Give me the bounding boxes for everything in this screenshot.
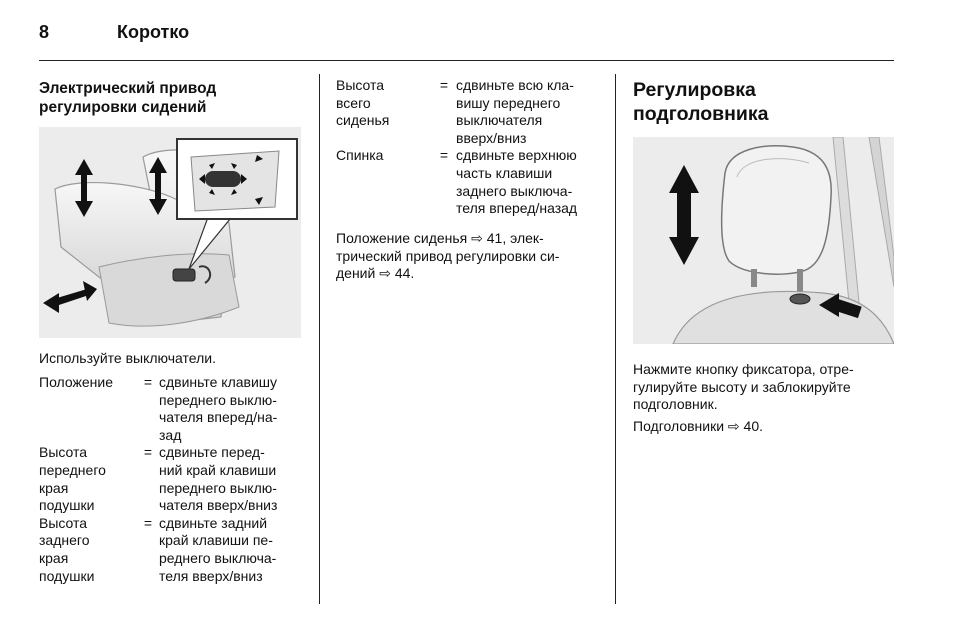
section-heading-power-seat: Электрический привод регулировки сидений	[39, 80, 217, 116]
seat-illustration-svg	[39, 127, 301, 338]
def-term: Положение	[39, 374, 113, 390]
headrest-instruction: Нажмите кнопку фиксатора, отре- гулируйте высоту и заблокируйте подголовник.	[633, 361, 854, 412]
column-divider-left	[319, 74, 320, 604]
headrest-height-arrow	[669, 165, 699, 265]
seat-reference-text: Положение сиденья ⇨ 41, элек- трический привод регулировки си- дений ⇨ 44.	[336, 230, 560, 281]
def-term: Высота заднего края подушки	[39, 514, 95, 584]
def-equals: =	[143, 444, 153, 461]
seat-switch	[173, 269, 195, 281]
interior-trim	[869, 137, 894, 287]
intro-text: Используйте выключатели.	[39, 350, 216, 366]
section-heading-headrest: Регулировка подголовника	[633, 79, 769, 125]
position-arrow	[43, 281, 97, 313]
switch-key	[205, 171, 241, 187]
middle-definition-list	[336, 77, 606, 218]
def-term: Высота переднего края подушки	[39, 444, 106, 514]
page-number: 8	[39, 22, 50, 42]
def-description: сдвиньте верхнюю часть клавиши заднего выключа- теля вперед/назад	[456, 147, 578, 217]
def-description: сдвиньте задний край клавиши пе- реднего выключа- теля вверх/вниз	[159, 514, 277, 584]
chapter-title: Коротко	[117, 22, 190, 42]
column-divider-right	[615, 74, 616, 604]
header-rule	[39, 60, 894, 61]
release-button	[790, 294, 810, 304]
headrest-illustration	[633, 137, 894, 344]
headrest-reference: Подголовники ⇨ 40.	[633, 418, 764, 434]
headrest-illustration-svg	[633, 137, 894, 344]
headrest-cushion	[722, 146, 831, 274]
def-description: сдвиньте клавишу переднего выклю- чателя вперед/на- зад	[159, 374, 278, 443]
left-definition-list	[39, 374, 301, 585]
seat-top	[673, 291, 894, 344]
headrest-post-left	[751, 269, 757, 287]
seat-illustration	[39, 127, 301, 338]
def-equals: =	[143, 374, 153, 390]
def-term: Спинка	[336, 147, 384, 164]
def-equals: =	[439, 147, 449, 164]
def-term: Высота всего сиденья	[336, 77, 390, 129]
def-description: сдвиньте всю кла- вишу переднего выключателя вверх/вниз	[456, 77, 574, 146]
def-description: сдвиньте перед- ний край клавиши переднего выклю- чателя вверх/вниз	[159, 444, 278, 514]
def-equals: =	[439, 77, 449, 93]
def-equals: =	[143, 514, 153, 531]
